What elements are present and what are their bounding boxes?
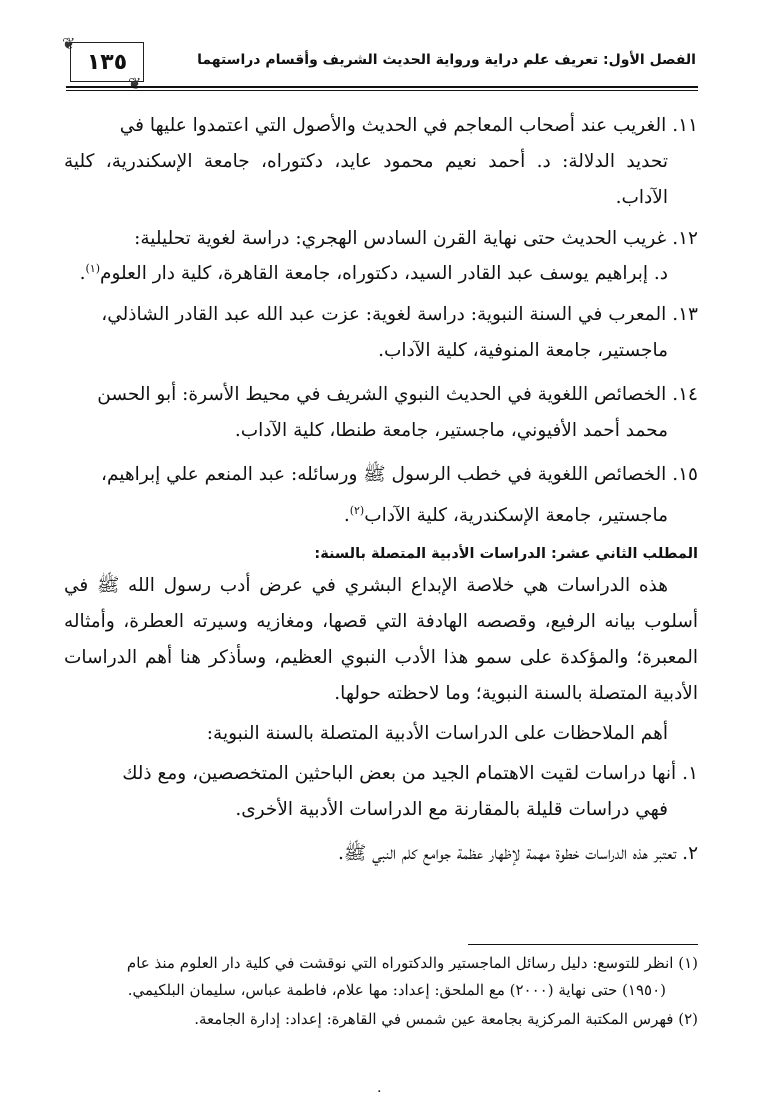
footnote-ref: (١) (85, 262, 100, 275)
item-text-first: تعتبر هذه الدراسات خطوة مهمة لإظهار عظمة جوامع كلم النبي ﷺ. (337, 843, 677, 865)
item-text-rest: ماجستير، جامعة الإسكندرية، كلية الآداب (364, 505, 668, 527)
item-number: ١. (682, 763, 698, 785)
page-number: ١٣٥ (70, 42, 144, 82)
item-number: ١٤. (672, 384, 698, 406)
running-title: الفصل الأول: تعريف علم دراية ورواية الحديث الشريف وأقسام دراستهما (197, 52, 696, 68)
item-text-first: أنها دراسات لقيت الاهتمام الجيد من بعض الباحثين المتخصصين، ومع ذلك (122, 763, 677, 785)
footnote-text-rest: (١٩٥٠) حتى نهاية (٢٠٠٠) مع الملحق: إعداد: مها علام، فاطمة عباس، سليمان البلكيمي. (127, 981, 666, 999)
list-item (64, 377, 698, 449)
item-text-rest-wrap (64, 254, 698, 289)
item-text-rest: تحديد الدلالة: د. أحمد نعيم محمود عايد، دكتوراه، جامعة الإسكندرية، كلية الآداب. (64, 151, 668, 208)
item-number: ١١. (672, 115, 698, 136)
footnote-number: (١) (678, 954, 698, 972)
item-text-rest: د. إبراهيم يوسف عبد القادر السيد، دكتوراه، جامعة القاهرة، كلية دار العلوم (100, 263, 668, 285)
list-item (64, 457, 698, 534)
section-heading: المطلب الثاني عشر: الدراسات الأدبية المتصلة بالسنة: (314, 546, 698, 563)
item-text-first: الخصائص اللغوية في الحديث النبوي الشريف في محيط الأسرة: أبو الحسن (97, 384, 667, 406)
footnote-text-first: فهرس المكتبة المركزية بجامعة عين شمس في القاهرة: إعداد: إدارة الجامعة. (194, 1010, 674, 1028)
page-mark: . (377, 1080, 382, 1096)
item-tail: . (343, 505, 350, 527)
item-text-rest: ماجستير، جامعة المنوفية، كلية الآداب. (378, 340, 668, 362)
list-item (64, 108, 698, 216)
notes-heading: أهم الملاحظات على الدراسات الأدبية المتصلة بالسنة النبوية: (206, 723, 668, 745)
footnotes (64, 950, 698, 1035)
ornament-icon: ❦ (62, 34, 76, 53)
item-text-rest-wrap (64, 493, 698, 534)
item-tail: . (79, 263, 86, 285)
item-text-first: الخصائص اللغوية في خطب الرسول ﷺ ورسائله: عبد المنعم علي إبراهيم، (100, 464, 667, 486)
item-number: ٢. (682, 843, 698, 865)
note-item (64, 836, 698, 872)
item-number: ١٣. (672, 304, 698, 326)
footnote-text-first: انظر للتوسع: دليل رسائل الماجستير والدكتوراه التي نوقشت في كلية دار العلوم منذ عام (126, 954, 674, 972)
header-rule (66, 86, 698, 88)
item-text-rest: فهي دراسات قليلة بالمقارنة مع الدراسات الأدبية الأخرى. (235, 799, 668, 821)
intro-paragraph: هذه الدراسات هي خلاصة الإبداع البشري في عرض أدب رسول الله ﷺ في أسلوب بيانه الرفيع، وقصصه الهادفة التي قصها، ومغازيه وسيرته العطرة، وأمثاله المعبرة؛ والمؤكدة على سمو هذا الأدب النبوي العظيم، وسأذكر هنا أهم الدراسات الأدبية المتصلة بالسنة النبوية؛ وما لاحظته حولها. (64, 575, 698, 705)
item-text-first: الغريب عند أصحاب المعاجم في الحديث والأصول التي اعتمدوا عليها في (119, 115, 667, 136)
item-number: ١٢. (672, 228, 698, 249)
list-item (64, 297, 698, 369)
item-text-first: غريب الحديث حتى نهاية القرن السادس الهجري: دراسة لغوية تحليلية: (134, 228, 667, 249)
footnote-separator (468, 944, 698, 945)
footnote-ref: (٢) (349, 504, 365, 518)
list-item (64, 224, 698, 289)
item-text-rest: محمد أحمد الأفيوني، ماجستير، جامعة طنطا، كلية الآداب. (234, 420, 668, 442)
ornament-icon: ❦ (128, 74, 142, 93)
footnote (64, 950, 698, 1004)
footnote-number: (٢) (678, 1010, 698, 1028)
item-number: ١٥. (672, 464, 698, 486)
footnote (64, 1006, 698, 1033)
page-body (64, 108, 698, 880)
note-item (64, 756, 698, 828)
item-text-first: المعرب في السنة النبوية: دراسة لغوية: عزت عبد الله عبد القادر الشاذلي، (101, 304, 667, 326)
header-rule-thin (66, 90, 698, 91)
